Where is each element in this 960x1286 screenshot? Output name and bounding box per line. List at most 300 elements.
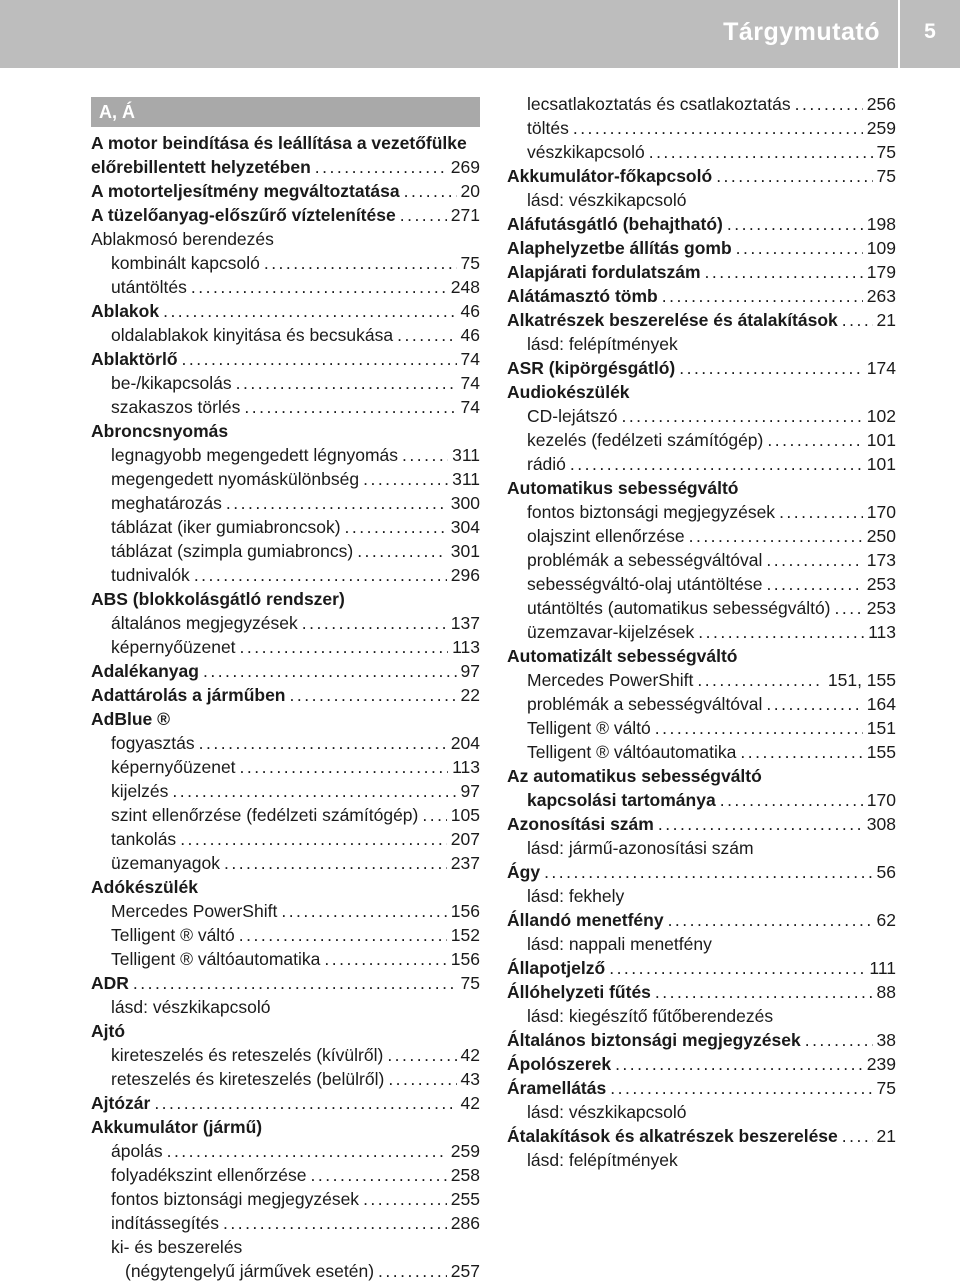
page-reference: 42 (460, 1093, 480, 1113)
dot-leader (357, 539, 447, 563)
index-term: problémák a sebességváltóval (527, 550, 763, 570)
index-entry (507, 740, 896, 764)
index-entry (507, 788, 896, 812)
page-reference: 207 (450, 829, 480, 849)
index-term: A motor beindítása és leállítása a vezetőfülke (91, 133, 467, 153)
index-term: Állóhelyzeti fűtés (507, 982, 651, 1002)
index-term: szakaszos törlés (111, 397, 241, 417)
dot-leader (705, 260, 863, 284)
dot-leader (570, 452, 863, 476)
page-reference: 170 (866, 790, 896, 810)
page-reference: 259 (866, 118, 896, 138)
index-entry (507, 308, 896, 332)
page-number: 5 (924, 20, 936, 43)
dot-leader (842, 308, 873, 332)
page-reference: 97 (460, 661, 480, 681)
index-column-left (91, 90, 480, 1283)
page-reference: 174 (866, 358, 896, 378)
index-term: utántöltés (111, 277, 187, 297)
index-term: előrebillentett helyzetében (91, 157, 311, 177)
page-reference: 43 (460, 1069, 480, 1089)
page-reference: 286 (450, 1213, 480, 1233)
index-entry (91, 515, 480, 539)
index-entry (91, 419, 480, 443)
index-entry (91, 587, 480, 611)
dot-leader (281, 899, 446, 923)
page-reference: 296 (450, 565, 480, 585)
page-reference: 250 (866, 526, 896, 546)
index-entry (91, 707, 480, 731)
dot-leader (236, 371, 457, 395)
index-term: tankolás (111, 829, 177, 849)
index-entry (91, 539, 480, 563)
dot-leader (154, 1091, 456, 1115)
page-reference: 155 (866, 742, 896, 762)
index-entry (91, 1187, 480, 1211)
index-entry (91, 611, 480, 635)
index-entry (507, 836, 896, 860)
dot-leader (698, 620, 864, 644)
dot-leader (736, 236, 863, 260)
index-term: Akkumulátor (jármű) (91, 1117, 263, 1137)
page-reference: 97 (460, 781, 480, 801)
dot-leader (167, 1139, 447, 1163)
index-entry (91, 947, 480, 971)
dot-leader (226, 491, 447, 515)
index-term: legnagyobb megengedett légnyomás (111, 445, 399, 465)
dot-leader (716, 164, 872, 188)
index-entry (91, 971, 480, 995)
index-term: Mercedes PowerShift (111, 901, 278, 921)
page-reference: 111 (869, 958, 896, 978)
index-entry (91, 827, 480, 851)
index-entry (507, 1124, 896, 1148)
index-entry (91, 179, 480, 203)
index-entry (507, 620, 896, 644)
index-entry (507, 500, 896, 524)
page-reference: 75 (876, 142, 896, 162)
index-term: Áramellátás (507, 1078, 607, 1098)
page-reference: 259 (450, 1141, 480, 1161)
index-entry (91, 323, 480, 347)
dot-leader (133, 971, 457, 995)
page-reference: 74 (460, 397, 480, 417)
dot-leader (404, 179, 457, 203)
index-term: lásd: vészkikapcsoló (527, 1102, 687, 1122)
index-term: lásd: felépítmények (527, 334, 678, 354)
dot-leader (182, 347, 457, 371)
dot-leader (621, 404, 862, 428)
index-term: Adattárolás a járműben (91, 685, 286, 705)
index-term: táblázat (iker gumiabroncsok) (111, 517, 341, 537)
index-entry (507, 212, 896, 236)
index-term: Aláfutásgátló (behajtható) (507, 214, 723, 234)
index-term: kijelzés (111, 781, 169, 801)
index-term: Alaphelyzetbe állítás gomb (507, 238, 732, 258)
index-term: Ablakok (91, 301, 160, 321)
index-term: lásd: vészkikapcsoló (111, 997, 271, 1017)
dot-leader (805, 1028, 873, 1052)
page-reference: 156 (450, 949, 480, 969)
page-reference: 271 (450, 205, 480, 225)
index-entry (507, 1076, 896, 1100)
index-term: be-/kikapcsolás (111, 373, 232, 393)
index-term: Az automatikus sebességváltó (507, 766, 762, 786)
index-entry (91, 491, 480, 515)
page-reference: 239 (866, 1054, 896, 1074)
page-reference: 255 (450, 1189, 480, 1209)
page-reference: 269 (450, 157, 480, 177)
index-term: CD-lejátszó (527, 406, 618, 426)
dot-leader (397, 323, 456, 347)
dot-leader (422, 803, 446, 827)
page-reference: 137 (450, 613, 480, 633)
dot-leader (662, 284, 863, 308)
dot-leader (345, 515, 447, 539)
index-entry (91, 395, 480, 419)
index-term: lásd: nappali menetfény (527, 934, 712, 954)
page-reference: 113 (452, 757, 480, 777)
index-term: ASR (kipörgésgátló) (507, 358, 676, 378)
index-term: képernyőüzenet (111, 637, 236, 657)
index-term: lásd: jármű-azonosítási szám (527, 838, 754, 858)
page-reference: 46 (460, 301, 480, 321)
dot-leader (767, 428, 862, 452)
dot-leader (194, 563, 447, 587)
dot-leader (727, 212, 863, 236)
page-reference: 151, 155 (827, 670, 896, 690)
index-entry (91, 1043, 480, 1067)
page-reference: 113 (452, 637, 480, 657)
index-term: oldalablakok kinyitása és becsukása (111, 325, 394, 345)
page-reference: 22 (460, 685, 480, 705)
dot-leader (240, 755, 449, 779)
dot-leader (324, 947, 446, 971)
index-term: táblázat (szimpla gumiabroncs) (111, 541, 354, 561)
index-term: lásd: kiegészítő fűtőberendezés (527, 1006, 774, 1026)
page-reference: 75 (460, 253, 480, 273)
index-entry (91, 251, 480, 275)
index-term: Ablakmosó berendezés (91, 229, 274, 249)
index-entry (507, 716, 896, 740)
index-term: (négytengelyű járművek esetén) (125, 1261, 375, 1281)
index-entry (507, 404, 896, 428)
index-entry (507, 428, 896, 452)
dot-leader (766, 548, 862, 572)
index-term: megengedett nyomáskülönbség (111, 469, 360, 489)
page-reference: 300 (450, 493, 480, 513)
index-entry (507, 236, 896, 260)
dot-leader (697, 668, 824, 692)
index-term: meghatározás (111, 493, 222, 513)
dot-leader (387, 1043, 456, 1067)
index-entry (91, 299, 480, 323)
dot-leader (740, 740, 862, 764)
index-entry (507, 812, 896, 836)
page-reference: 152 (450, 925, 480, 945)
index-entry (91, 899, 480, 923)
index-term: Alkatrészek beszerelése és átalakítások (507, 310, 838, 330)
index-entry (507, 380, 896, 404)
index-entry (91, 371, 480, 395)
index-entry (507, 524, 896, 548)
index-entry (91, 1211, 480, 1235)
page-reference: 101 (866, 454, 896, 474)
page-reference: 56 (876, 862, 896, 882)
index-entry (507, 188, 896, 212)
page-reference: 198 (866, 214, 896, 234)
dot-leader (668, 908, 873, 932)
dot-leader (244, 395, 456, 419)
dot-leader (766, 572, 862, 596)
index-term: Átalakítások és alkatrészek beszerelése (507, 1126, 838, 1146)
index-entry (507, 116, 896, 140)
page-reference: 75 (876, 1078, 896, 1098)
page-reference: 204 (450, 733, 480, 753)
index-entry (91, 779, 480, 803)
index-entry (507, 260, 896, 284)
index-entry (507, 572, 896, 596)
index-entry (507, 476, 896, 500)
index-entry (507, 284, 896, 308)
index-entry (507, 452, 896, 476)
index-entry (91, 683, 480, 707)
index-term: Ajtó (91, 1021, 126, 1041)
page-reference: 75 (460, 973, 480, 993)
index-term: rádió (527, 454, 566, 474)
index-entry (507, 956, 896, 980)
index-entry (507, 932, 896, 956)
page-reference: 237 (450, 853, 480, 873)
page-reference: 173 (866, 550, 896, 570)
index-term: tudnivalók (111, 565, 190, 585)
dot-leader (199, 731, 447, 755)
index-entry (507, 332, 896, 356)
page-reference: 101 (866, 430, 896, 450)
index-entry (91, 131, 480, 155)
index-entry (91, 1067, 480, 1091)
page-reference: 88 (876, 982, 896, 1002)
index-entry (91, 995, 480, 1019)
index-term: Adókészülék (91, 877, 198, 897)
index-term: Telligent ® váltó (111, 925, 235, 945)
index-term: utántöltés (automatikus sebességváltó) (527, 598, 831, 618)
index-term: Akkumulátor-főkapcsoló (507, 166, 713, 186)
index-entry (507, 860, 896, 884)
index-term: fogyasztás (111, 733, 195, 753)
index-term: szint ellenőrzése (fedélzeti számítógép) (111, 805, 419, 825)
index-term: A tüzelőanyag-előszűrő víztelenítése (91, 205, 396, 225)
index-term: Állandó menetfény (507, 910, 664, 930)
dot-leader (203, 659, 457, 683)
index-term: Alapjárati fordulatszám (507, 262, 701, 282)
index-entry (91, 467, 480, 491)
index-entry (91, 1139, 480, 1163)
index-term: Állapotjelző (507, 958, 606, 978)
index-entry (507, 1100, 896, 1124)
index-term: kapcsolási tartománya (527, 790, 716, 810)
page-reference: 105 (450, 805, 480, 825)
page-reference: 311 (452, 445, 480, 465)
index-entry (91, 755, 480, 779)
index-term: reteszelés és kireteszelés (belülről) (111, 1069, 385, 1089)
index-term: Telligent ® váltóautomatika (111, 949, 321, 969)
page-reference: 113 (868, 622, 896, 642)
index-term: sebességváltó-olaj utántöltése (527, 574, 763, 594)
index-entry (91, 203, 480, 227)
dot-leader (795, 92, 863, 116)
page-reference: 151 (866, 718, 896, 738)
index-term: folyadékszint ellenőrzése (111, 1165, 307, 1185)
page-title: Tárgymutató (723, 18, 880, 46)
page-reference: 62 (876, 910, 896, 930)
page-reference: 42 (460, 1045, 480, 1065)
dot-leader (363, 467, 448, 491)
index-entry (91, 1235, 480, 1259)
index-term: Alátámasztó tömb (507, 286, 658, 306)
page-reference: 170 (866, 502, 896, 522)
index-term: problémák a sebességváltóval (527, 694, 763, 714)
page-reference: 74 (460, 349, 480, 369)
index-entry (507, 1028, 896, 1052)
dot-leader (842, 1124, 873, 1148)
index-entry (91, 875, 480, 899)
index-term: üzemzavar-kijelzések (527, 622, 695, 642)
index-term: kombinált kapcsoló (111, 253, 260, 273)
index-term: lásd: fekhely (527, 886, 625, 906)
index-term: fontos biztonsági megjegyzések (111, 1189, 360, 1209)
page-reference: 20 (460, 181, 480, 201)
index-entry (507, 1052, 896, 1076)
dot-leader (223, 1211, 447, 1235)
index-entry (91, 155, 480, 179)
index-entry (91, 443, 480, 467)
index-term: Ajtózár (91, 1093, 151, 1113)
page-reference: 311 (452, 469, 480, 489)
index-entry (91, 1163, 480, 1187)
index-entry (91, 635, 480, 659)
page-reference: 38 (876, 1030, 896, 1050)
page-reference: 74 (460, 373, 480, 393)
index-entry (507, 692, 896, 716)
index-term: AdBlue ® (91, 709, 171, 729)
dot-leader (720, 788, 863, 812)
index-term: lásd: felépítmények (527, 1150, 678, 1170)
page-reference: 253 (866, 598, 896, 618)
index-term: Mercedes PowerShift (527, 670, 694, 690)
index-term: ADR (91, 973, 129, 993)
page-reference: 164 (866, 694, 896, 714)
index-term: Ágy (507, 862, 541, 882)
dot-leader (402, 443, 448, 467)
dot-leader (779, 500, 863, 524)
dot-leader (180, 827, 447, 851)
dot-leader (835, 596, 863, 620)
dot-leader (172, 779, 456, 803)
page-reference: 156 (450, 901, 480, 921)
index-term: indítássegítés (111, 1213, 219, 1233)
index-entry (507, 764, 896, 788)
index-term: lásd: vészkikapcsoló (527, 190, 687, 210)
index-entry (91, 731, 480, 755)
index-term: fontos biztonsági megjegyzések (527, 502, 776, 522)
page-reference: 304 (450, 517, 480, 537)
index-term: Ápolószerek (507, 1054, 612, 1074)
dot-leader (163, 299, 456, 323)
index-term: olajszint ellenőrzése (527, 526, 685, 546)
dot-leader (311, 1163, 447, 1187)
dot-leader (315, 155, 447, 179)
dot-leader (766, 692, 862, 716)
index-term: lecsatlakoztatás és csatlakoztatás (527, 94, 791, 114)
page-reference: 75 (876, 166, 896, 186)
index-term: ápolás (111, 1141, 163, 1161)
index-entry (507, 164, 896, 188)
index-term: üzemanyagok (111, 853, 220, 873)
index-entry (507, 92, 896, 116)
index-term: Azonosítási szám (507, 814, 654, 834)
dot-leader (363, 1187, 447, 1211)
index-entry (91, 1115, 480, 1139)
index-term: vészkikapcsoló (527, 142, 645, 162)
dot-leader (615, 1052, 863, 1076)
index-term: Automatikus sebességváltó (507, 478, 739, 498)
page-reference: 179 (866, 262, 896, 282)
page-reference: 253 (866, 574, 896, 594)
index-list-left (91, 131, 480, 1283)
index-term: kireteszelés és reteszelés (kívülről) (111, 1045, 384, 1065)
index-term: töltés (527, 118, 569, 138)
dot-leader (240, 635, 449, 659)
dot-leader (573, 116, 863, 140)
dot-leader (191, 275, 447, 299)
dot-leader (655, 980, 873, 1004)
index-list-right (507, 92, 896, 1172)
dot-leader (544, 860, 872, 884)
page-reference: 256 (866, 94, 896, 114)
dot-leader (609, 956, 865, 980)
dot-leader (264, 251, 457, 275)
index-entry (507, 884, 896, 908)
index-entry (91, 275, 480, 299)
index-term: Automatizált sebességváltó (507, 646, 738, 666)
index-entry (507, 596, 896, 620)
page-reference: 248 (450, 277, 480, 297)
page-reference: 301 (450, 541, 480, 561)
index-term: Adalékanyag (91, 661, 199, 681)
index-term: képernyőüzenet (111, 757, 236, 777)
page-reference: 46 (460, 325, 480, 345)
page-reference: 263 (866, 286, 896, 306)
page-reference: 21 (876, 1126, 896, 1146)
index-entry (507, 980, 896, 1004)
index-entry (91, 803, 480, 827)
index-entry (91, 563, 480, 587)
index-term: ABS (blokkolásgátló rendszer) (91, 589, 345, 609)
index-term: A motorteljesítmény megváltoztatása (91, 181, 400, 201)
index-entry (91, 1019, 480, 1043)
index-entry (507, 908, 896, 932)
index-term: Telligent ® váltóautomatika (527, 742, 737, 762)
index-entry (91, 347, 480, 371)
dot-leader (655, 716, 863, 740)
dot-leader (302, 611, 447, 635)
index-entry (507, 548, 896, 572)
dot-leader (224, 851, 447, 875)
index-entry (507, 356, 896, 380)
dot-leader (239, 923, 447, 947)
index-column-right (507, 92, 896, 1172)
